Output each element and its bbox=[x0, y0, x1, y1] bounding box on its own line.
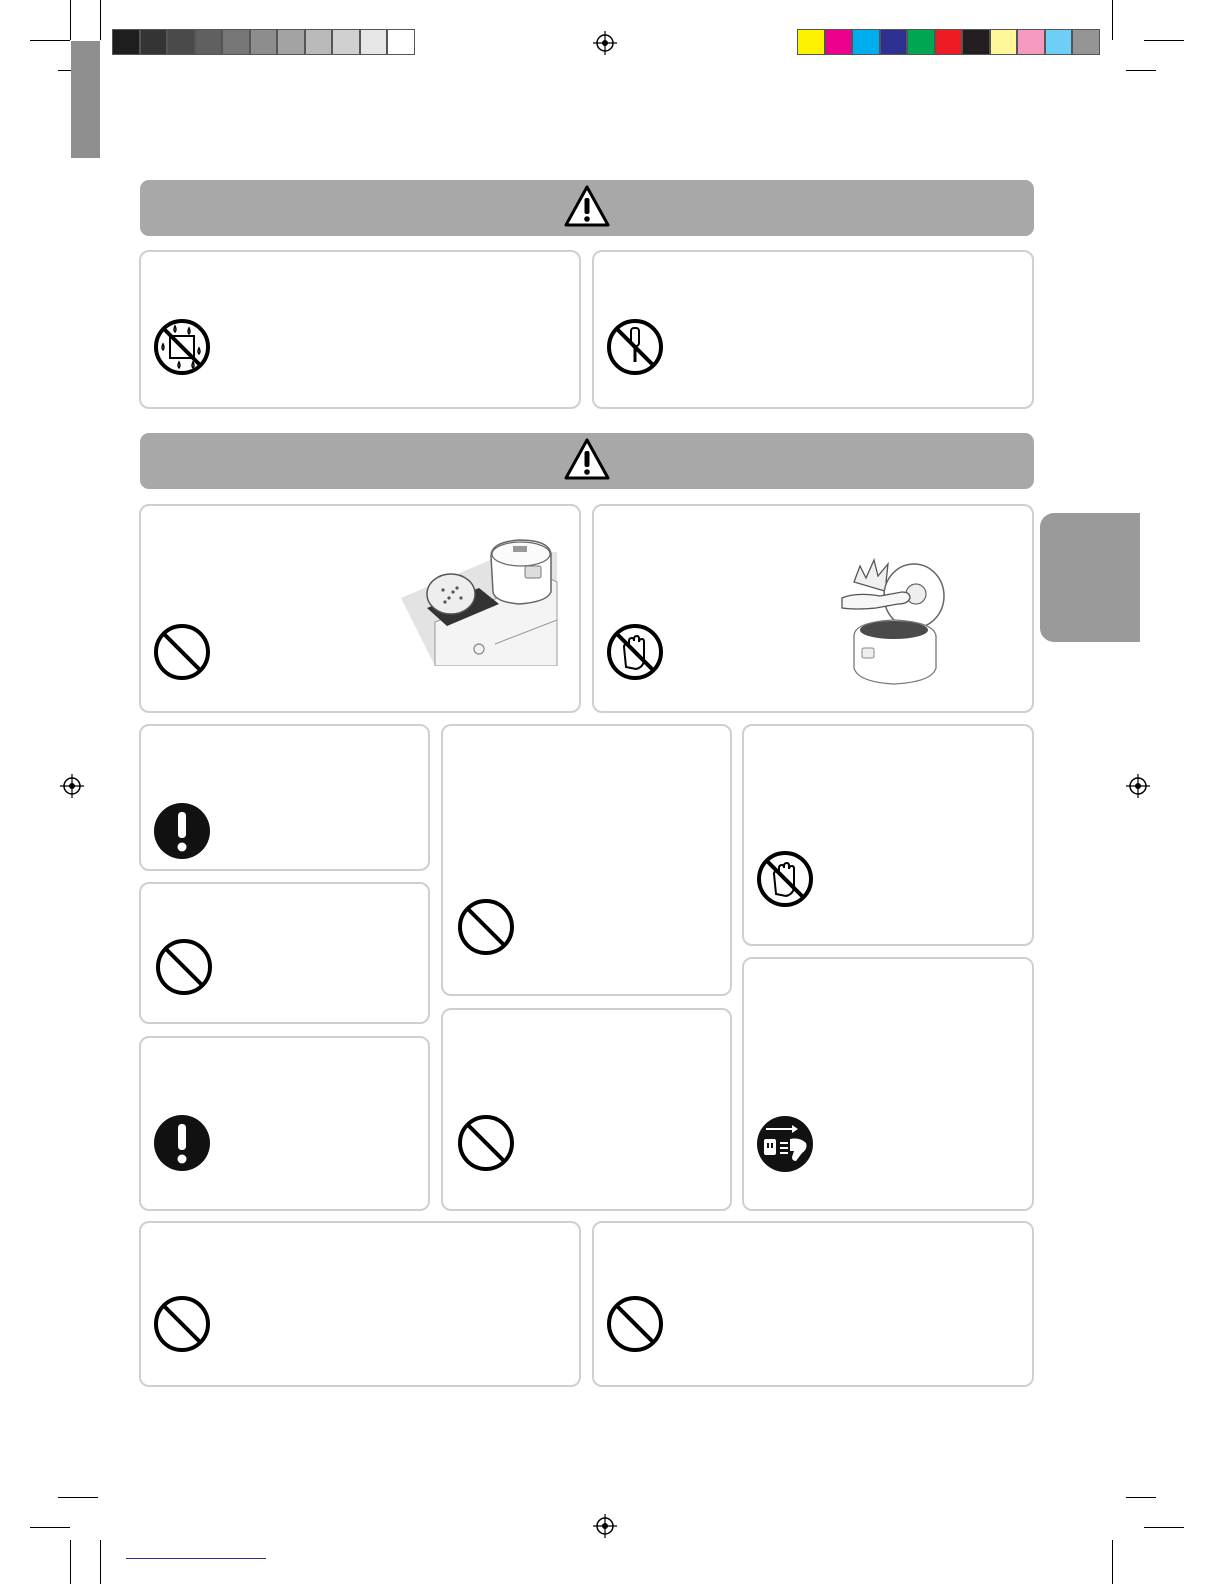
no-touch-icon bbox=[756, 850, 814, 908]
right-chapter-tab bbox=[1040, 513, 1140, 642]
gray-swatch bbox=[195, 29, 223, 55]
gray-swatch bbox=[305, 29, 333, 55]
caution-box-bottom-left bbox=[139, 1221, 581, 1387]
warning-banner bbox=[140, 180, 1034, 236]
caution-box-right-1 bbox=[742, 724, 1034, 946]
prohibited-icon bbox=[457, 898, 515, 956]
caution-banner bbox=[140, 433, 1034, 489]
caution-box-steam-vent bbox=[592, 504, 1034, 713]
warning-triangle-icon bbox=[563, 184, 611, 228]
gray-swatch bbox=[332, 29, 360, 55]
warning-box-disassemble bbox=[592, 250, 1034, 409]
registration-mark-bottom bbox=[593, 1514, 617, 1538]
caution-box-right-2 bbox=[742, 957, 1034, 1211]
caution-box-left-3 bbox=[139, 1036, 430, 1211]
warning-box-water bbox=[139, 250, 581, 409]
color-swatch bbox=[990, 29, 1018, 55]
no-disassemble-icon bbox=[606, 318, 664, 376]
gray-swatch bbox=[387, 29, 415, 55]
warning-triangle-icon bbox=[563, 437, 611, 481]
caution-box-left-2 bbox=[139, 882, 430, 1024]
gray-swatch bbox=[360, 29, 388, 55]
no-touch-icon bbox=[606, 623, 664, 681]
registration-mark-right bbox=[1126, 774, 1150, 798]
caution-box-middle-1 bbox=[441, 724, 732, 996]
prohibited-icon bbox=[457, 1114, 515, 1172]
color-swatch bbox=[962, 29, 990, 55]
registration-mark-left bbox=[60, 774, 84, 798]
caution-box-bottom-right bbox=[592, 1221, 1034, 1387]
steam-hand-illustration bbox=[836, 556, 976, 686]
prohibited-icon bbox=[153, 1295, 211, 1353]
gray-swatch bbox=[140, 29, 168, 55]
gray-swatch bbox=[167, 29, 195, 55]
no-water-icon bbox=[153, 318, 211, 376]
caution-box-left-1 bbox=[139, 724, 430, 871]
prohibited-icon bbox=[606, 1295, 664, 1353]
registration-mark-top bbox=[593, 31, 617, 55]
gray-swatch bbox=[112, 29, 140, 55]
left-margin-tab bbox=[71, 41, 100, 158]
color-swatch bbox=[825, 29, 853, 55]
caution-box-heat-source bbox=[139, 504, 581, 713]
color-swatch bbox=[880, 29, 908, 55]
color-swatch bbox=[907, 29, 935, 55]
caution-box-middle-2 bbox=[441, 1008, 732, 1211]
gray-swatch bbox=[277, 29, 305, 55]
gray-swatch bbox=[222, 29, 250, 55]
stove-rice-cooker-illustration bbox=[399, 532, 559, 666]
unplug-icon bbox=[756, 1115, 814, 1173]
prohibited-icon bbox=[153, 623, 211, 681]
prohibited-icon bbox=[155, 938, 213, 996]
color-swatch bbox=[935, 29, 963, 55]
color-swatch bbox=[1072, 29, 1100, 55]
color-swatch bbox=[1017, 29, 1045, 55]
color-swatch bbox=[852, 29, 880, 55]
gray-swatch bbox=[250, 29, 278, 55]
color-swatch bbox=[1045, 29, 1073, 55]
mandatory-action-icon bbox=[153, 1114, 211, 1172]
mandatory-action-icon bbox=[153, 802, 211, 860]
color-swatch bbox=[797, 29, 825, 55]
